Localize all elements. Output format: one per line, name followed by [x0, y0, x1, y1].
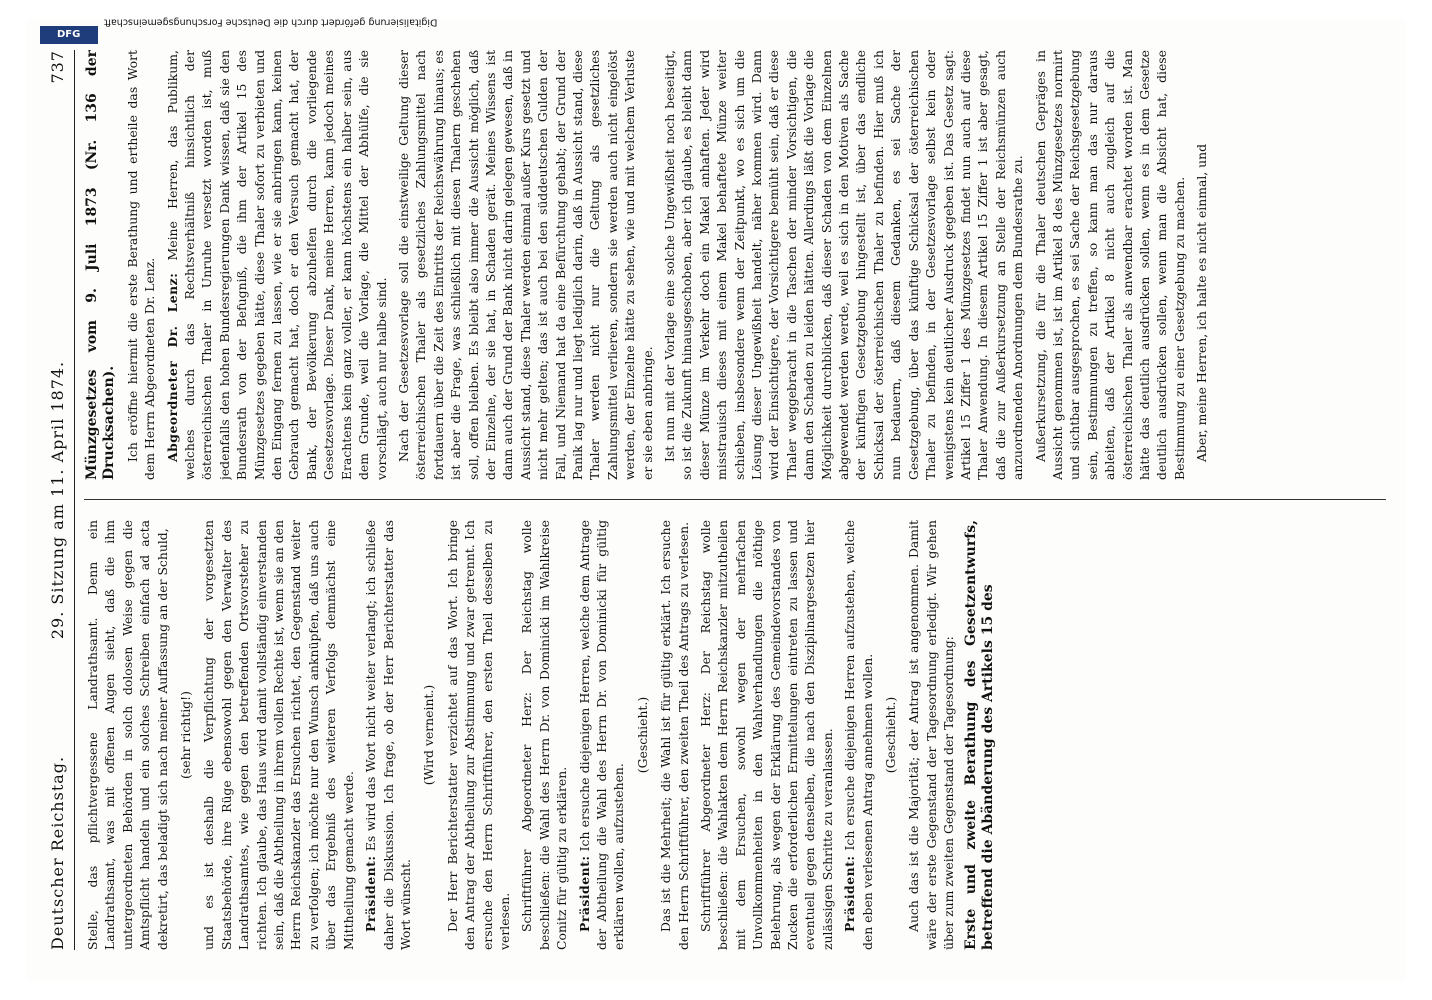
- left-column-paragraph: [420, 520, 437, 950]
- dfg-credit: [34, 17, 1398, 46]
- paragraph-text: Stelle, das pflichtvergessene Landrathsamt. Denn ein Landrathsamt, was mit offenen Augen sieht, daß die ihm untergeordneten Behörden in solch dolosen Weise gegen die Amtspflicht handeln und ein solches Schreiben einfach ad acta dekretirt, das beladigt sich nach meiner Auffassung an der Schuld,: [85, 520, 170, 950]
- paragraph-text: Schriftführer Abgeordneter Herz: Der Reichstag wolle beschließen: die Wahl des Herrn Dr. von Dominicki im Wahlkreise Conitz für gültig zu erklären.: [519, 520, 570, 950]
- paragraph-text: Schriftführer Abgeordneter Herz: Der Reichstag wolle beschließen: die Wahlakten dem Herrn Reichskanzler mitzutheilen mit dem Ersuchen, sowohl wegen der mehrfachen Unvollkommenheiten in den Wahlverhandlungen die nöthige Belehrung, als wegen der Erklärung des Gemeindevorstandes von Zucken die erforderlichen Ermittelungen eintreten zu lassen und eventuell gegen denselben, die nach den Disziplinargesetzen hier zulässigen Schritte zu veranlassen.: [698, 520, 835, 950]
- paragraph-text: Aber, meine Herren, ich halte es nicht einmal, und: [1194, 143, 1210, 462]
- page-number: 737: [48, 50, 67, 84]
- paragraph-text: Ist nun mit der Vorlage eine solche Ungewißheit noch beseitigt, so ist die Zukunft hinausgeschoben, aber ich glaube, es bleibt dann dieser Münze im Verkehr doch ein Makel anhaften. Jeder wird misstrauisch dieses mit einem Makel behaftete Münze weiter schieben, insbesondere wenn der Zeitpunkt, wo es sich um die Lösung dieser Ungewißheit handelt, näher kommen wird. Dann wird der Einsichtigere, der Vorsichtigere bemüht sein, daß er diese Thaler weggebracht in die Taschen der minder Vorsichtigen, die dann den Schaden zu leiden hätten. Allerdings läßt die Vorlage die Möglichkeit durchblicken, daß dieser Schaden von dem Einzelnen abgewendet werden werde, weil es sich in den Motiven als Sache der künftigen Gesetzgebung hingestellt ist, über das endliche Schicksal der österreichischen Thaler zu befinden. Hier muß ich nun bedauern, daß diesem Gedanken, es sei Sache der Gesetzgebung, über das künftige Schicksal der österreichischen Thaler zu befinden, in der Gesetzesvorlage selbst kein oder wenigstens kein deutlicher Ausdruck gegeben ist. Das Gesetz sagt: Artikel 15 Ziffer 1 des Münzgesetzes findet nun auch auf diese Thaler Anwendung. In diesem Artikel 15 Ziffer 1 ist aber gesagt, daß die zur Außerkursetzung an Stelle der Reichsmünzen auch anzuordnenden Anordnungen dem Bundesrathe zu.: [662, 50, 1026, 480]
- right-column-paragraph: [164, 50, 390, 480]
- paragraph-text: (Wird verneint.): [421, 684, 437, 786]
- right-column-paragraph: [84, 50, 119, 480]
- paragraph-text: Ich eröffne hiermit die erste Berathung und ertheile das Wort dem Herrn Abgeordneten Dr. Lenz.: [124, 50, 158, 480]
- right-column-paragraph: [395, 50, 656, 480]
- left-column-paragraph: [177, 520, 194, 950]
- left-column-paragraph: [882, 520, 899, 950]
- paragraph-text: Das ist die Mehrheit; die Wahl ist für gültig erklärt. Ich ersuche den Herrn Schriftführer, den zweiten Theil des Antrags zu verlesen.: [658, 520, 691, 950]
- right-column: [84, 50, 1386, 480]
- left-column-paragraph: [362, 520, 414, 950]
- paragraph-text: Auch das ist die Majorität; der Antrag ist angenommen. Damit wäre der erste Gegenstand der Tagesordnung erledigt. Wir gehen über zum zweiten Gegenstand der Tagesordnung:: [906, 520, 957, 950]
- left-column-paragraph: [634, 520, 651, 950]
- right-column-paragraph: [1032, 50, 1189, 480]
- left-column-paragraph: [697, 520, 836, 950]
- paragraph-text: Es wird das Wort nicht weiter verlangt; ich schließe daher die Diskussion. Ich frage, ob der Herr Berichterstatter das Wort wünscht.: [363, 520, 413, 950]
- paragraph-text: Ich ersuche diejenigen Herren, welche dem Antrage der Abtheilung die Wahl des Herrn Dr. von Dominicki für gültig erklären wollen, aufzustehen.: [576, 520, 627, 950]
- paragraph-text: (sehr richtig!): [178, 691, 194, 779]
- paragraph-text: Münzgesetzes vom 9. Juli 1873 (Nr. 136 der Drucksachen).: [84, 50, 118, 480]
- paragraph-text: (Geschieht.): [883, 696, 899, 774]
- right-column-paragraph: [661, 50, 1027, 480]
- header-divider: [74, 50, 75, 950]
- newspaper-page: [26, 17, 1406, 980]
- left-column-paragraph: [841, 520, 876, 950]
- paragraph-text: Außerkursetzung, die für die Thaler deutschen Gepräges in Aussicht genommen ist, ist im Artikel 8 des Münzgesetzes normirt und sichtbar ausgesprochen, es sei Sache der Reichsgesetzgebung sein, Bestimmungen zu treffen, so kann man das nur daraus ableiten, daß der Artikel 8 nicht auch zugleich auf die österreichischen Thaler als anwendbar erachtet worden ist. Man hätte das deutlich ausdrücken sollen, wenn es in dem Gesetze deutlich ausdrücken sollen, wenn man die Absicht hat, diese Bestimmung zu einer Gesetzgebung zu machen.: [1032, 50, 1187, 480]
- left-column-paragraph: [576, 520, 628, 950]
- header-session: 29. Sitzung am 11. April 1874.: [48, 360, 67, 640]
- page-header: [44, 50, 72, 950]
- left-column-paragraph: [200, 520, 357, 950]
- paragraph-text: Meine Herren, das Publikum, welches durch das Rechtsverhältniß hinsichtlich der österreichischen Thaler in Unruhe versetzt worden ist, muß jedenfalls den hohen Bundesregierungen Dank wissen, daß sie den Bundesrath von der Befugniß, die ihm der Artikel 15 des Münzgesetzes gegeben hätte, diese Thaler sofort zu verbieten und den Eingang fernen zu lassen, wie er sie anbringen kann, keinen Gebrauch gemacht hat, doch er den Versuch gemacht hat, der Bank, der Bevölkerung abzuhelfen durch die vorliegende Gesetzesvorlage. Dieser Dank, meine Herren, kann jedoch meines Erachtens kein ganz voller, er kann höchstens ein halber sein, aus dem Grunde, weil die Vorlage, die Mittel der Abhülfe, die sie vorschlägt, auch nur halbe sind.: [164, 50, 389, 480]
- left-column-paragraph: [657, 520, 692, 950]
- paragraph-text: und es ist deshalb die Verpflichtung der vorgesetzten Staatsbehörde, ihre Rüge ebensowohl gegen den Verwalter des Landrathsamtes, wie gegen den betreffenden Ortsvorsteher zu richten. Ich glaube, das Haus wird damit vollständig einverstanden sein, daß die Abtheilung in ihrem vollen Rechte ist, wenn sie an den Herrn Reichskanzler das Ersuchen richtet, den Gegenstand weiter zu verfolgen; ich möchte nur den Wunsch anknüpfen, daß uns auch über das Ergebniß des weiteren Verfolgs demnächst eine Mittheilung gemacht werde.: [201, 520, 356, 950]
- speaker-label: Präsident:: [842, 855, 858, 932]
- speaker-label: Präsident:: [363, 855, 379, 932]
- paragraph-text: (Geschieht.): [634, 696, 650, 774]
- left-column-paragraph: [84, 520, 171, 950]
- paragraph-text: Nach der Gesetzesvorlage soll die einstweilige Geltung dieser österreichischen Thaler als gesetzliches Zahlungsmittel nach fortdauern über die Zeit des Eintritts der Reichswährung hinaus; es ist aber die Frage, was schließlich mit diesen Thalern geschehen soll, offen bleiben. Es bleibt also immer die Aussicht möglich, daß der Einzelne, der sie hat, in Schaden gerät. Meines Wissens ist dann auch der Grund der Bank nicht darin gelegen gewesen, daß in Aussicht stand, diese Thaler werden einmal außer Kurs gesetzt und nicht mehr gelten; das ist auch bei den süddeutschen Gulden der Fall, und Niemand hat da eine Befürchtung gehabt; der Grund der Panik lag nur und liegt lediglich darin, daß in Aussicht stand, diese Thaler werden nicht nur die Geltung als gesetzliches Zahlungsmittel verlieren, sondern sie werden auch nicht eingelöst werden, der Einzelne hätte zu sehen, wie und mit welchem Verluste er sie eben anbringe.: [395, 50, 655, 480]
- left-column-paragraph: [518, 520, 570, 950]
- dfg-credit-text: Digitalisierung gefördert durch die Deutsche Forschungsgemeinschaft: [104, 17, 438, 28]
- left-column: [84, 520, 1386, 950]
- dfg-logo-icon: DFG: [40, 26, 98, 44]
- speaker-label: Präsident:: [576, 855, 592, 932]
- left-column-paragraph: [444, 520, 514, 950]
- left-column-paragraph: [963, 520, 998, 950]
- speaker-label: Abgeordneter Dr. Lenz:: [164, 272, 180, 462]
- header-publication: Deutscher Reichstag.: [48, 755, 67, 950]
- paragraph-text: Erste und zweite Berathung des Gesetzentwurfs, betreffend die Abänderung des Artikels 15 des: [962, 520, 997, 950]
- column-divider: [84, 499, 1386, 500]
- paragraph-text: Ich ersuche diejenigen Herren aufzustehen, welche den eben verlesenen Antrag annehmen wollen.: [842, 520, 875, 950]
- paragraph-text: Der Herr Berichterstatter verzichtet auf das Wort. Ich bringe den Antrag der Abtheilung zur Abstimmung und zwar getrennt. Ich ersuche den Herrn Schriftführer, den ersten Theil desselben zu verlesen.: [444, 520, 512, 950]
- right-column-paragraph: [1193, 50, 1210, 480]
- left-column-paragraph: [905, 520, 957, 950]
- right-column-paragraph: [124, 50, 159, 480]
